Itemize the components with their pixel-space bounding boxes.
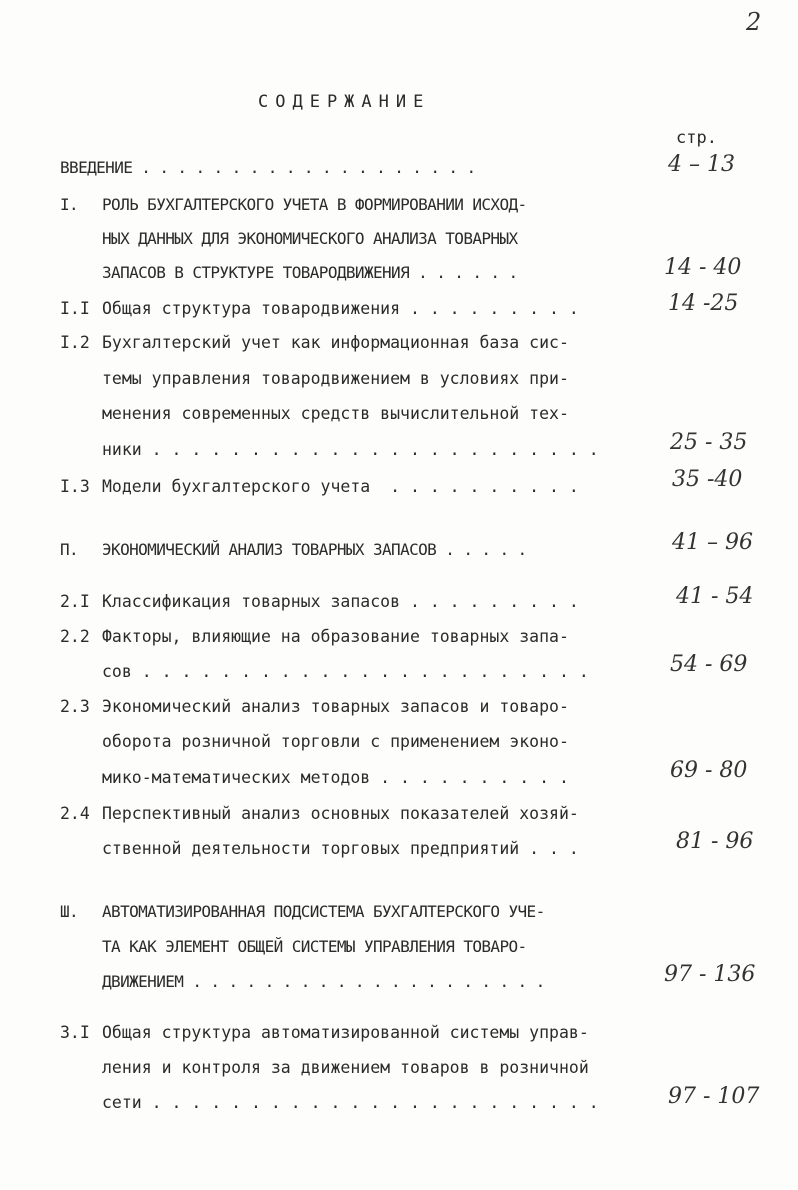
toc-section-2-3-line3: мико-математических методов . . . . . . . . . . [102,768,569,787]
toc-section-2-2-pages: 54 - 69 [670,652,748,677]
toc-intro-text: ВВЕДЕНИЕ . . . . . . . . . . . . . . . . . . . [60,158,476,177]
toc-section-1-3-text: Модели бухгалтерского учета . . . . . . . . . . [102,477,579,496]
toc-chapter1-number: I. [60,195,79,214]
toc-section-3-1-number: 3.I [60,1023,90,1042]
toc-section-3-1-line3: сети . . . . . . . . . . . . . . . . . . . . . . . [102,1093,599,1112]
toc-section-2-3-line1: Экономический анализ товарных запасов и товаро- [102,697,569,716]
toc-section-2-2-line1: Факторы, влияющие на образование товарных запа- [102,627,569,646]
toc-chapter1-pages: 14 - 40 [664,255,742,280]
toc-section-1-3-pages: 35 -40 [672,467,743,492]
toc-section-3-1-pages: 97 - 107 [668,1084,760,1109]
toc-section-2-1-number: 2.I [60,592,90,611]
toc-section-1-1-text: Общая структура товародвижения . . . . . . . . . [102,299,579,318]
toc-section-1-2-line3: менения современных средств вычислительной тех- [102,404,569,423]
toc-chapter2-pages: 41 – 96 [672,530,753,555]
toc-section-1-2-pages: 25 - 35 [670,430,748,455]
toc-section-2-3-pages: 69 - 80 [670,758,748,783]
toc-section-1-1-number: I.I [60,299,90,318]
toc-section-3-1-line1: Общая структура автоматизированной системы управ- [102,1023,589,1042]
toc-section-2-3-line2: оборота розничной торговли с применением эконо- [102,732,569,751]
toc-chapter3-pages: 97 - 136 [664,962,756,987]
toc-section-2-2-line2: сов . . . . . . . . . . . . . . . . . . . . . . . [102,662,589,681]
toc-section-1-2-line1: Бухгалтерский учет как информационная база сис- [102,333,569,352]
toc-chapter3-number: Ш. [60,902,79,921]
toc-section-2-4-line2: ственной деятельности торговых предприятий . . . [102,839,579,858]
toc-section-1-2-line2: темы управления товародвижением в условиях при- [102,369,569,388]
toc-section-2-2-number: 2.2 [60,627,90,646]
toc-chapter3-line1: АВТОМАТИЗИРОВАННАЯ ПОДСИСТЕМА БУХГАЛТЕРСКОГО УЧЕ- [102,902,545,921]
toc-section-1-2-line4: ники . . . . . . . . . . . . . . . . . . . . . . . [102,440,599,459]
toc-section-1-3-number: I.3 [60,477,90,496]
toc-section-1-2-number: I.2 [60,333,90,352]
toc-section-3-1-line2: ления и контроля за движением товаров в розничной [102,1058,589,1077]
toc-intro-pages: 4 – 13 [668,152,735,177]
toc-section-1-1-pages: 14 -25 [668,291,739,316]
toc-chapter1-line1: РОЛЬ БУХГАЛТЕРСКОГО УЧЕТА В ФОРМИРОВАНИИ ИСХОД- [102,195,527,214]
toc-section-2-4-line1: Перспективный анализ основных показателей хозяй- [102,804,579,823]
toc-chapter1-line2: НЫХ ДАННЫХ ДЛЯ ЭКОНОМИЧЕСКОГО АНАЛИЗА ТОВАРНЫХ [102,229,518,248]
toc-section-2-1-text: Классификация товарных запасов . . . . . . . . . [102,592,579,611]
toc-chapter2-number: П. [60,540,79,559]
toc-section-2-4-pages: 81 - 96 [676,829,754,854]
toc-section-2-1-pages: 41 - 54 [676,584,754,609]
toc-chapter3-line3: ДВИЖЕНИЕМ . . . . . . . . . . . . . . . . . . . . [102,972,545,991]
pages-column-label: стр. [676,128,717,148]
toc-chapter1-line3: ЗАПАСОВ В СТРУКТУРЕ ТОВАРОДВИЖЕНИЯ . . . . . . [102,263,518,282]
page-title: СОДЕРЖАНИЕ [258,92,431,112]
toc-chapter2-text: ЭКОНОМИЧЕСКИЙ АНАЛИЗ ТОВАРНЫХ ЗАПАСОВ . . . . . [102,540,527,559]
page-number: 2 [746,8,762,36]
toc-section-2-4-number: 2.4 [60,804,90,823]
toc-section-2-3-number: 2.3 [60,697,90,716]
toc-chapter3-line2: ТА КАК ЭЛЕМЕНТ ОБЩЕЙ СИСТЕМЫ УПРАВЛЕНИЯ ТОВАРО- [102,937,527,956]
